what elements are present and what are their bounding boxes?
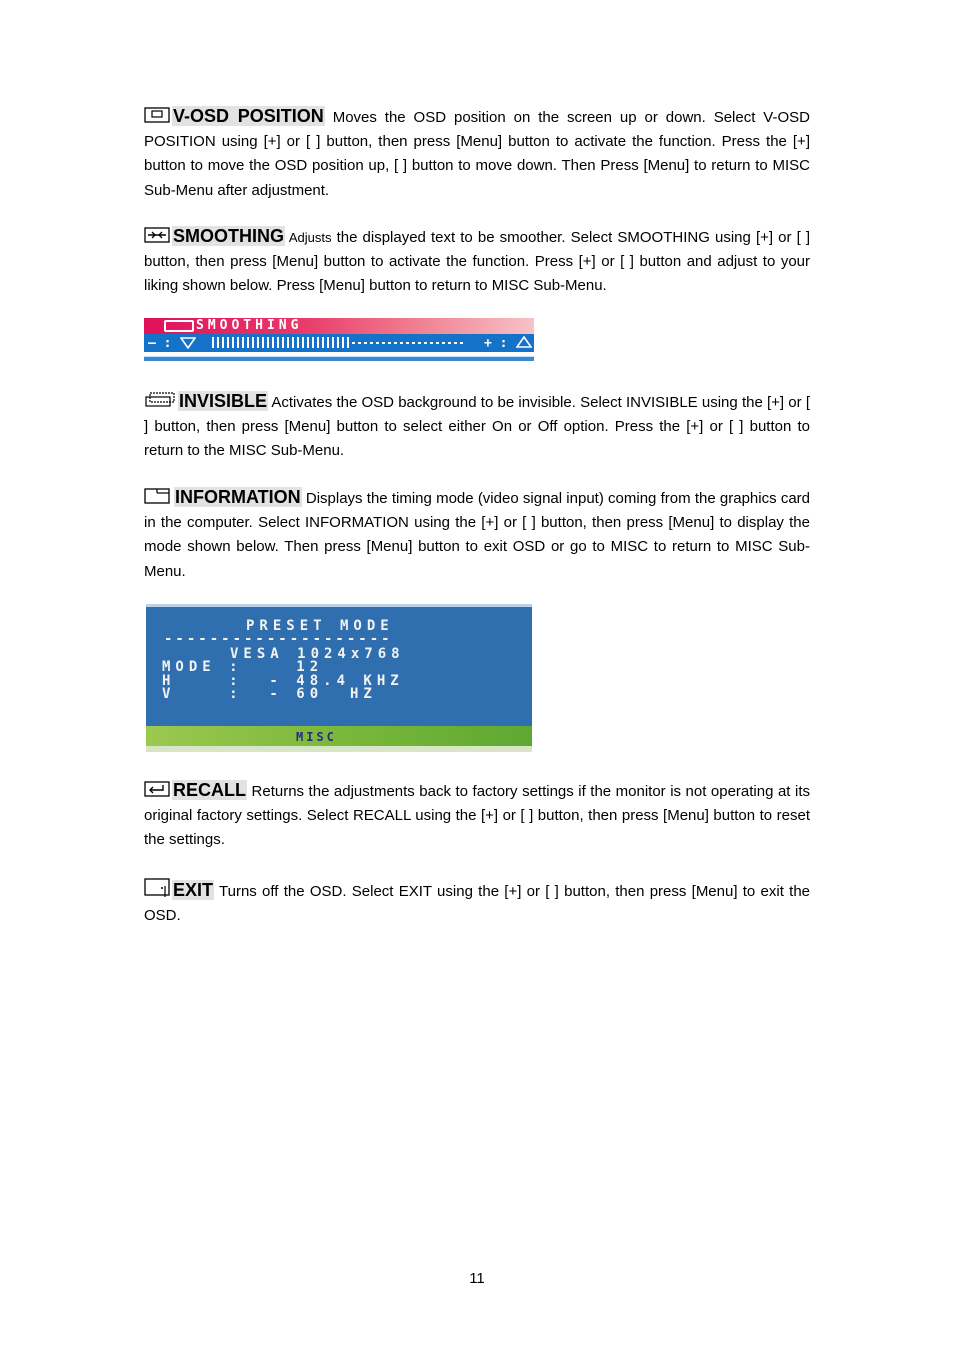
slider-rest <box>352 342 466 344</box>
osd-footer-bar <box>146 726 532 746</box>
section-title: INVISIBLE <box>179 391 268 411</box>
down-triangle-icon <box>180 337 196 349</box>
section-exit <box>144 878 810 928</box>
v-osd-position-icon <box>144 107 170 123</box>
slider-fill <box>212 337 352 348</box>
information-icon <box>144 488 172 504</box>
osd-top-line <box>146 604 532 607</box>
section-smoothing <box>144 224 810 299</box>
preset-title: PRESET MODE <box>246 618 394 634</box>
osd-title-bar <box>144 318 534 334</box>
preset-footer: MISC <box>296 730 337 744</box>
section-information <box>144 485 810 584</box>
preset-mode-osd-screenshot <box>146 604 532 752</box>
section-body: Moves the OSD position on the screen up or down. Select V-OSD POSITION using [+] or [ ] button, then press [Menu] button to activate the function. Press the [+] button to move the OSD position up, [ ] button to move down. Then Press [Menu] to return to MISC Sub-Menu after adjustment. <box>144 109 810 199</box>
section-title: SMOOTHING <box>173 226 284 246</box>
invisible-icon <box>144 392 176 408</box>
osd-bottom-line <box>144 356 534 361</box>
section-title: V-OSD POSITION <box>173 106 324 126</box>
plus-label: + : <box>484 336 508 351</box>
osd-title: SMOOTHING <box>196 318 303 333</box>
preset-mode-line: MODE : 12 <box>162 659 324 675</box>
preset-h-line: H : - 48.4 KHZ <box>162 673 404 689</box>
section-v-osd-position <box>144 104 810 203</box>
osd-bottom-strip <box>146 746 532 752</box>
section-invisible <box>144 389 810 464</box>
preset-v-line: V : - 60 HZ <box>162 686 377 702</box>
preset-resolution: VESA 1024x768 <box>230 646 405 662</box>
section-title: EXIT <box>173 880 214 900</box>
exit-icon <box>144 878 170 898</box>
section-body: the displayed text to be smoother. Select SMOOTHING using [+] or [ ] button, then press [Menu] button to activate the function. Press [+] or [ ] button and adjust to your liking shown below. Press [Menu] button to return to MISC Sub-Menu. <box>144 229 810 295</box>
page-number: 11 <box>469 1270 485 1287</box>
section-body: Turns off the OSD. Select EXIT using the [+] or [ ] button, then press [Menu] to exit the OSD. <box>144 883 810 925</box>
smoothing-osd-screenshot <box>144 318 534 364</box>
smoothing-icon <box>144 227 170 243</box>
up-triangle-icon <box>516 336 532 348</box>
smoothing-slider <box>212 337 466 348</box>
section-body: Activates the OSD background to be invisible. Select INVISIBLE using the [+] or [ ] button, then press [Menu] button to select either On or Off option. Press the [+] or [ ] button to return to the MISC Sub-Menu. <box>144 394 810 460</box>
section-body: Displays the timing mode (video signal input) coming from the graphics card in the computer. Select INFORMATION using the [+] or [ ] button, then press [Menu] to display the mode shown below. Then press [Menu] button to exit OSD or go to MISC to return to MISC Sub-Menu. <box>144 490 810 580</box>
section-recall <box>144 778 810 853</box>
section-title: INFORMATION <box>175 487 301 507</box>
preset-divider: -------------------- <box>164 631 393 647</box>
minus-label: — : <box>148 336 172 351</box>
section-body: Returns the adjustments back to factory settings if the monitor is not operating at its original factory settings. Select RECALL using the [+] or [ ] button, then press [Menu] button to reset the settings. <box>144 783 810 849</box>
smoothing-icon <box>164 320 194 332</box>
recall-icon <box>144 781 170 797</box>
section-title: RECALL <box>173 780 246 800</box>
section-lead: Adjusts <box>285 230 332 245</box>
